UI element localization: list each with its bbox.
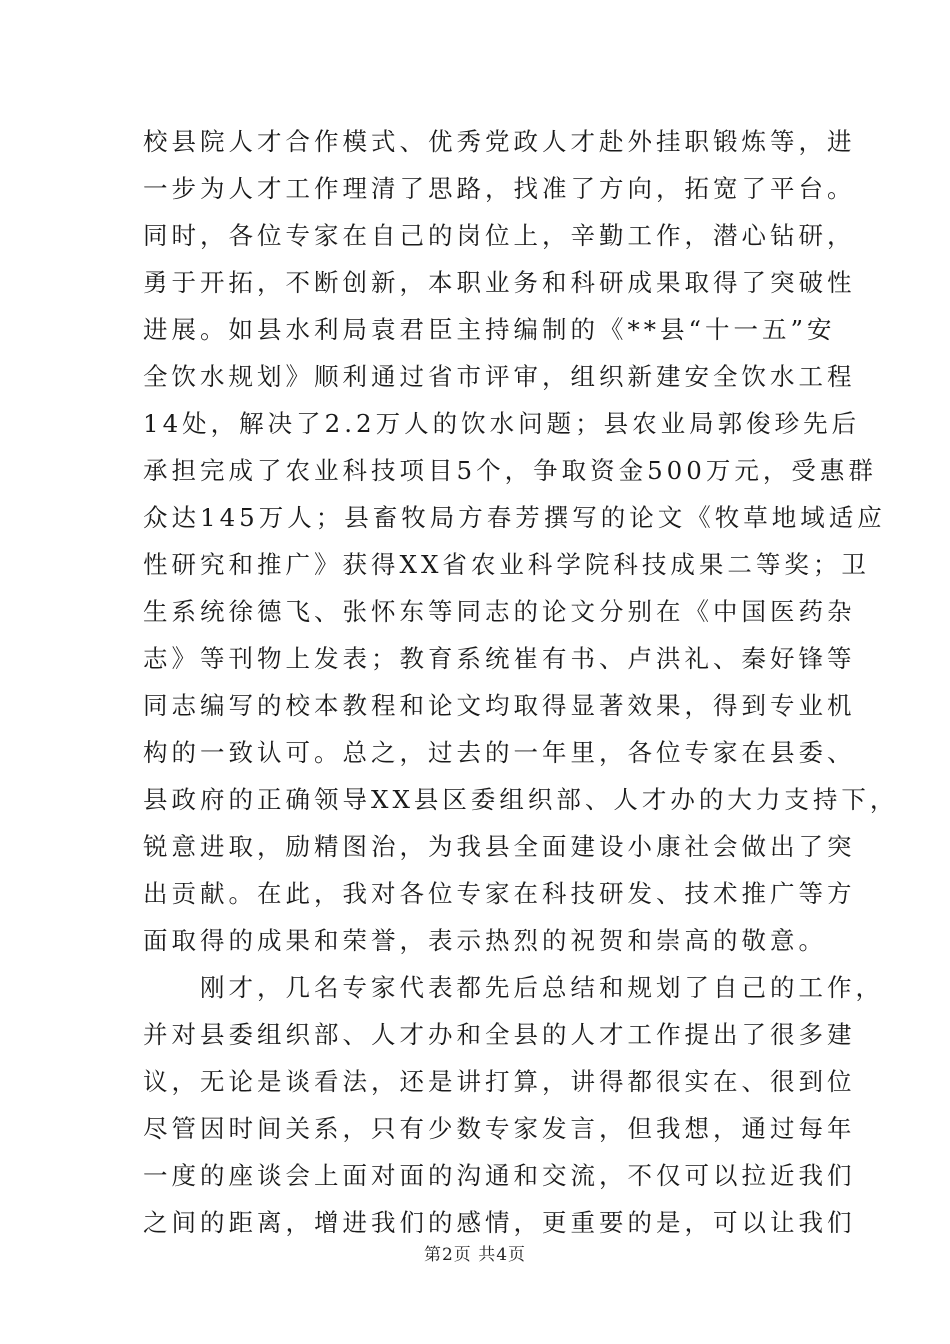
text-line: 面取得的成果和荣誉，表示热烈的祝贺和崇高的敬意。 (143, 926, 827, 955)
text-line: 之间的距离，增进我们的感情，更重要的是，可以让我们 (143, 1208, 856, 1237)
text-line: 锐意进取，励精图治，为我县全面建设小康社会做出了突 (143, 832, 856, 861)
text-line: 尽管因时间关系，只有少数专家发言，但我想，通过每年 (143, 1114, 856, 1143)
text-line: 并对县委组织部、人才办和全县的人才工作提出了很多建 (143, 1020, 856, 1049)
text-line: 校县院人才合作模式、优秀党政人才赴外挂职锻炼等，进 (143, 127, 856, 156)
text-line: 众达145万人；县畜牧局方春芳撰写的论文《牧草地域适应 (143, 503, 886, 532)
text-line: 全饮水规划》顺利通过省市评审，组织新建安全饮水工程 (143, 362, 856, 391)
text-line: 14处，解决了2.2万人的饮水问题；县农业局郭俊珍先后 (143, 409, 861, 438)
text-line: 生系统徐德飞、张怀东等同志的论文分别在《中国医药杂 (143, 597, 856, 626)
text-line: 一度的座谈会上面对面的沟通和交流，不仅可以拉近我们 (143, 1161, 856, 1190)
text-line: 议，无论是谈看法，还是讲打算，讲得都很实在、很到位 (143, 1067, 856, 1096)
text-line: 一步为人才工作理清了思路，找准了方向，拓宽了平台。 (143, 174, 856, 203)
text-line: 承担完成了农业科技项目5个，争取资金500万元，受惠群 (143, 456, 877, 485)
text-line: 同志编写的校本教程和论文均取得显著效果，得到专业机 (143, 691, 856, 720)
text-line: 刚才，几名专家代表都先后总结和规划了自己的工作， (143, 973, 884, 1002)
text-line: 县政府的正确领导XX县区委组织部、人才办的大力支持下， (143, 785, 899, 814)
page-footer: 第2页 共4页 (423, 1245, 527, 1265)
text-line: 构的一致认可。总之，过去的一年里，各位专家在县委、 (143, 738, 856, 767)
text-line: 性研究和推广》获得XX省农业科学院科技成果二等奖；卫 (143, 550, 870, 579)
text-line: 同时，各位专家在自己的岗位上，辛勤工作，潜心钻研， (143, 221, 856, 250)
text-line: 勇于开拓，不断创新，本职业务和科研成果取得了突破性 (143, 268, 856, 297)
text-line: 进展。如县水利局袁君臣主持编制的《**县“十一五”安 (143, 315, 836, 344)
text-line: 志》等刊物上发表；教育系统崔有书、卢洪礼、秦好锋等 (143, 644, 856, 673)
text-line: 出贡献。在此，我对各位专家在科技研发、技术推广等方 (143, 879, 856, 908)
body-text (143, 118, 899, 1246)
